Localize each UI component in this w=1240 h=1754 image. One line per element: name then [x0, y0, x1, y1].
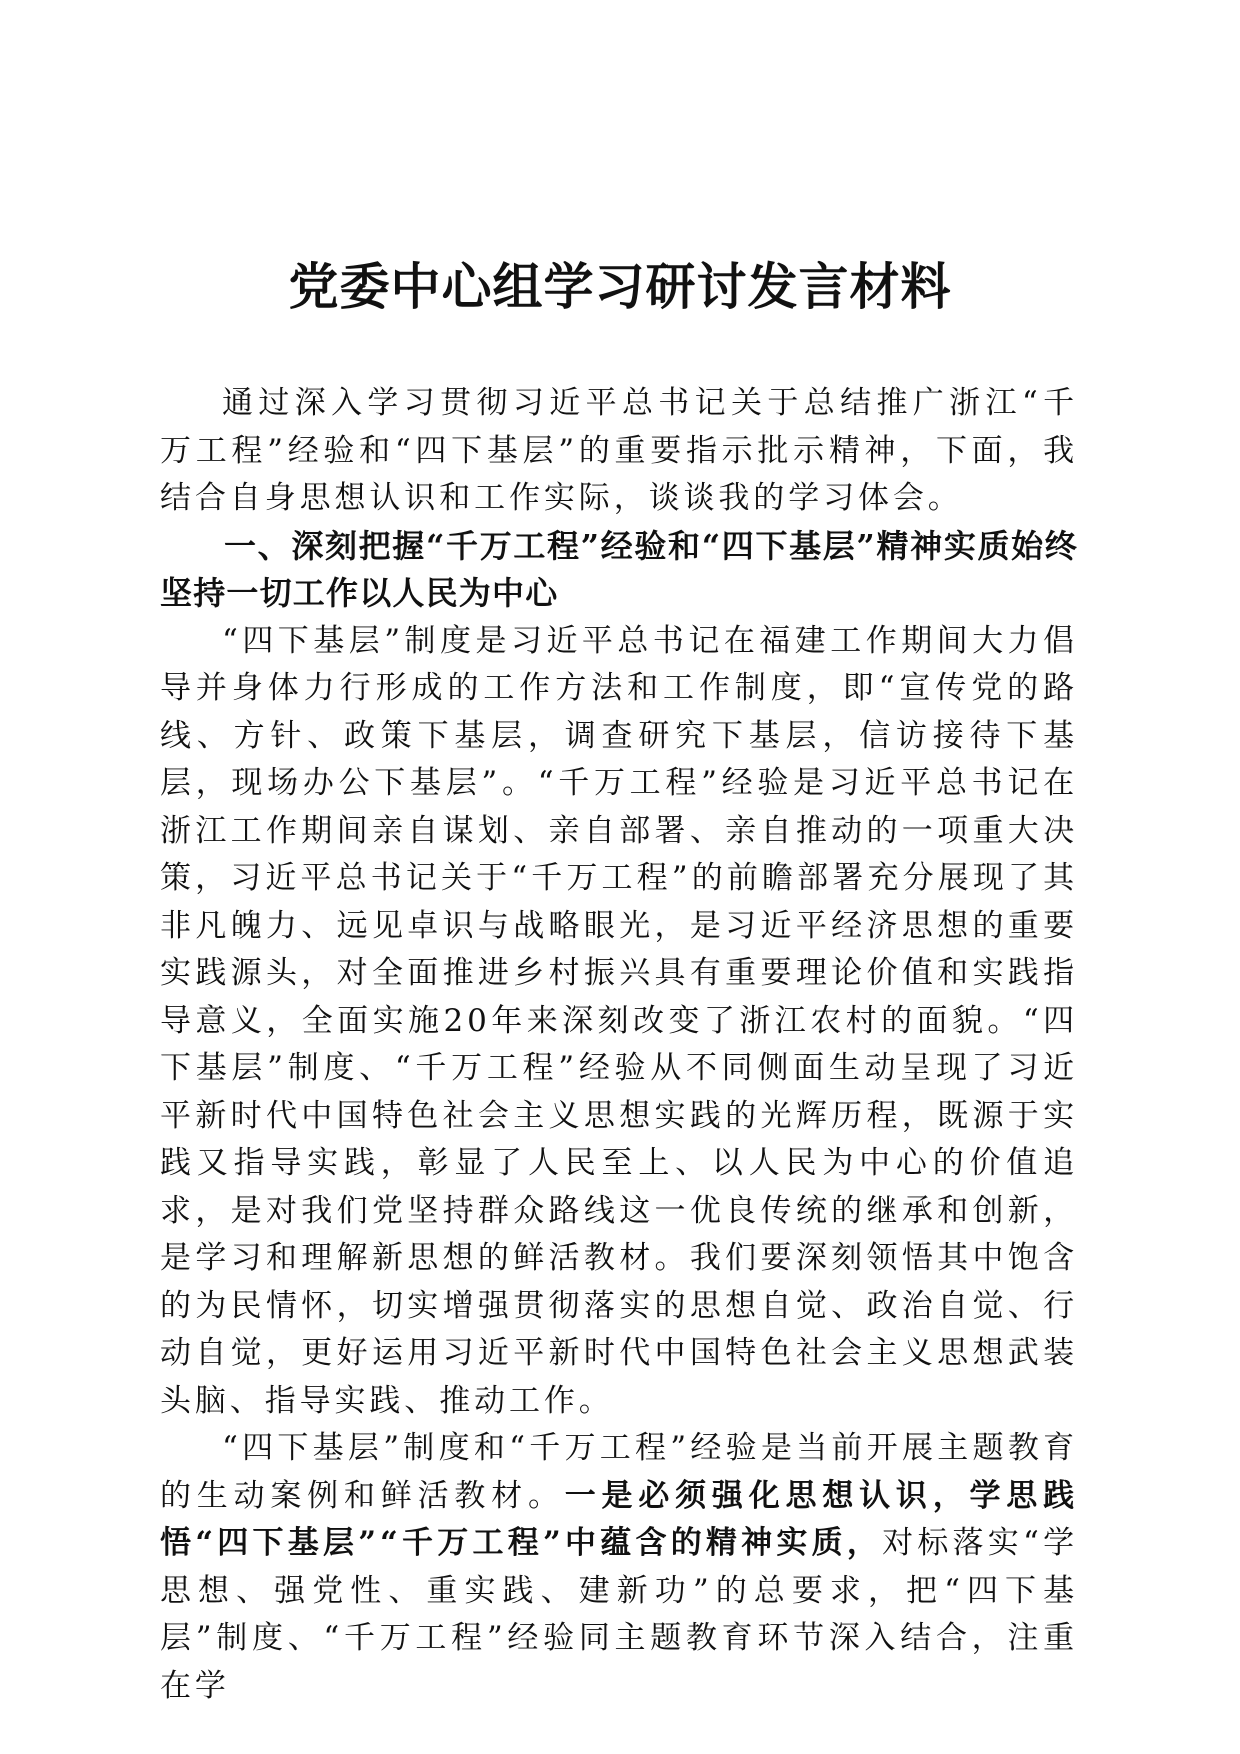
document-body: [160, 380, 1078, 1710]
paragraph-text-continued: 对标落实“学思想、强党性、重实践、建新功”的总要求，把“四下基层”制度、“千万工程”经验同主题教育环节深入结合，注重在学: [160, 1525, 1079, 1704]
intro-paragraph: 通过深入学习贯彻习近平总书记关于总结推广浙江“千万工程”经验和“四下基层”的重要指示批示精神，下面，我结合自身思想认识和工作实际，谈谈我的学习体会。: [160, 385, 1078, 516]
paragraph-text: “四下基层”制度和“千万工程”经验是当前开展主题教育的生动案例和鲜活教材。: [160, 1430, 1078, 1514]
bold-point-1: 一是必须强化思想认识，学思践悟“四下基层”“千万工程”中蕴含的精神实质，: [160, 1477, 1078, 1561]
body-paragraph-2: [160, 1425, 1078, 1710]
body-paragraph-1: “四下基层”制度是习近平总书记在福建工作期间大力倡导并身体力行形成的工作方法和工作制度，即“宣传党的路线、方针、政策下基层，调查研究下基层，信访接待下基层，现场办公下基层”。“千万工程”经验是习近平总书记在浙江工作期间亲自谋划、亲自部署、亲自推动的一项重大决策，习近平总书记关于“千万工程”的前瞻部署充分展现了其非凡魄力、远见卓识与战略眼光，是习近平经济思想的重要实践源头，对全面推进乡村振兴具有重要理论价值和实践指导意义，全面实施20年来深刻改变了浙江农村的面貌。“四下基层”制度、“千万工程”经验从不同侧面生动呈现了习近平新时代中国特色社会主义思想实践的光辉历程，既源于实践又指导实践，彰显了人民至上、以人民为中心的价值追求，是对我们党坚持群众路线这一优良传统的继承和创新，是学习和理解新思想的鲜活教材。我们要深刻领悟其中饱含的为民情怀，切实增强贯彻落实的思想自觉、政治自觉、行动自觉，更好运用习近平新时代中国特色社会主义思想武装头脑、指导实践、推动工作。: [160, 622, 1078, 1419]
document-title: 党委中心组学习研讨发言材料: [288, 257, 952, 316]
section-heading-1: 一、深刻把握“千万工程”经验和“四下基层”精神实质始终坚持一切工作以人民为中心: [160, 526, 1078, 612]
